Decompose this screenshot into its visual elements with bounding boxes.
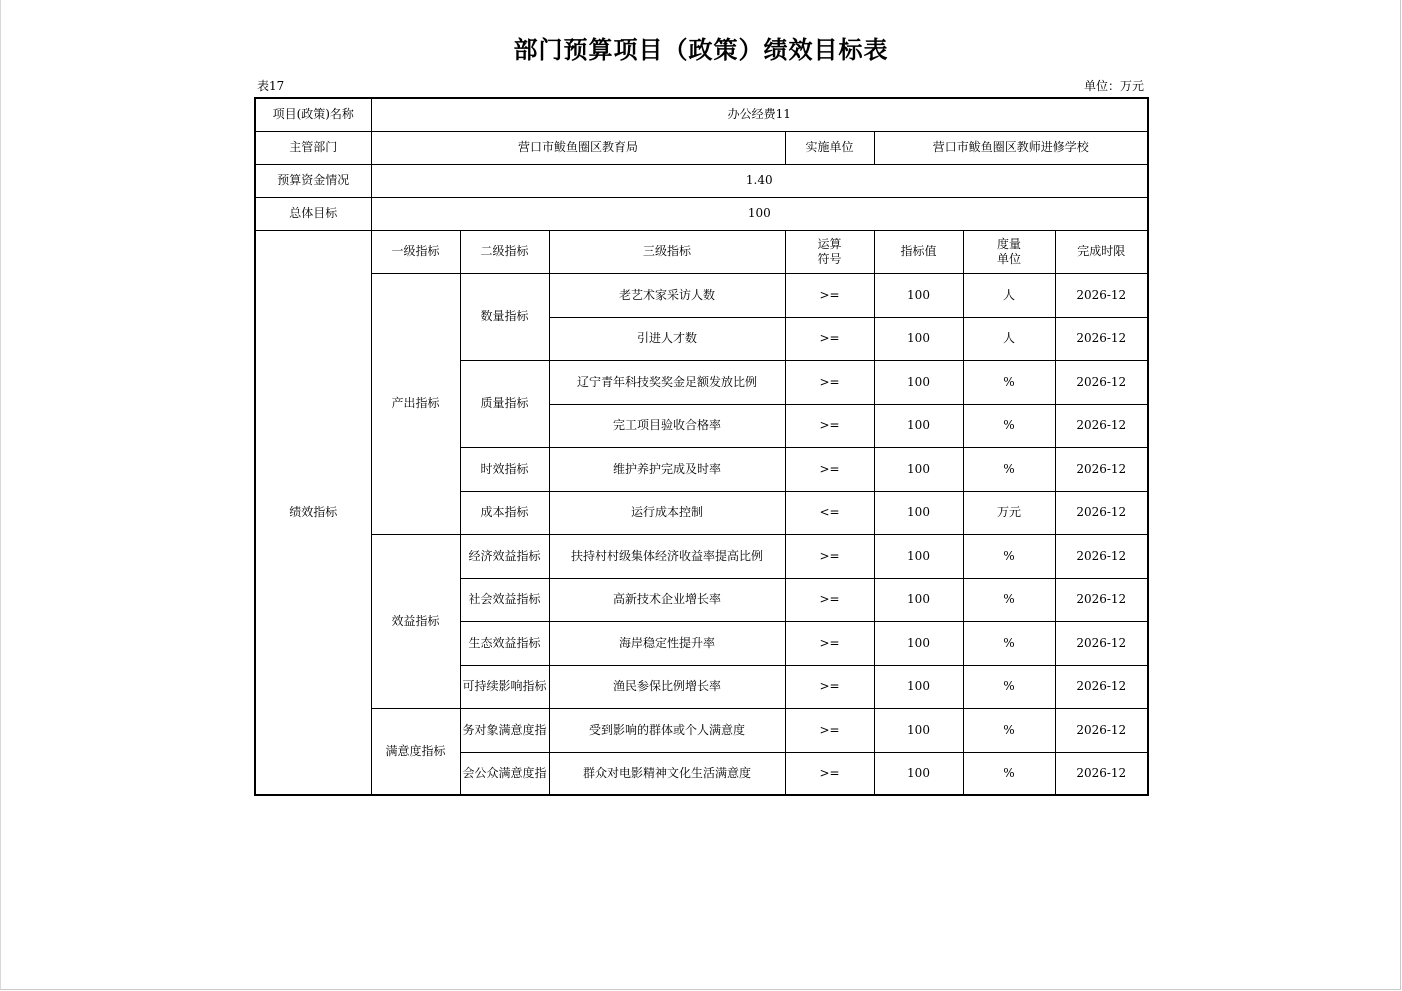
overall-goal-value: 100 [371,197,1148,230]
performance-table [254,97,1149,796]
value-cell: 100 [874,273,963,317]
header-level1: 一级指标 [371,230,460,273]
perf-label: 绩效指标 [255,230,371,795]
project-name-label: 项目(政策)名称 [255,98,371,131]
table-row [255,708,1148,752]
value-cell: 100 [874,708,963,752]
deadline-cell: 2026-12 [1055,534,1148,578]
level1-satisfaction: 满意度指标 [371,708,460,795]
level3-cell: 受到影响的群体或个人满意度 [549,708,785,752]
impl-unit-value: 营口市鲅鱼圈区教师进修学校 [874,131,1148,164]
deadline-cell: 2026-12 [1055,578,1148,621]
unit-cell: % [963,708,1055,752]
deadline-cell: 2026-12 [1055,447,1148,491]
header-deadline: 完成时限 [1055,230,1148,273]
dept-value: 营口市鲅鱼圈区教育局 [371,131,785,164]
value-cell: 100 [874,317,963,360]
level2-ecological: 生态效益指标 [460,621,549,665]
deadline-cell: 2026-12 [1055,621,1148,665]
level2-cost: 成本指标 [460,491,549,534]
level3-cell: 维护养护完成及时率 [549,447,785,491]
unit-cell: % [963,404,1055,447]
level2-service-satisfaction: 务对象满意度指 [460,708,549,752]
operator-cell: >= [785,665,874,708]
project-name-value: 办公经费11 [371,98,1148,131]
level2-sustainable: 可持续影响指标 [460,665,549,708]
operator-cell: >= [785,752,874,795]
level2-quantity: 数量指标 [460,273,549,360]
value-cell: 100 [874,578,963,621]
deadline-cell: 2026-12 [1055,404,1148,447]
header-unit: 度量 单位 [963,230,1055,273]
value-cell: 100 [874,404,963,447]
level3-cell: 渔民参保比例增长率 [549,665,785,708]
operator-cell: >= [785,578,874,621]
header-row [255,230,1148,273]
value-cell: 100 [874,491,963,534]
dept-row [255,131,1148,164]
operator-cell: >= [785,317,874,360]
value-cell: 100 [874,621,963,665]
unit-cell: % [963,752,1055,795]
unit-cell: % [963,578,1055,621]
unit-cell: % [963,360,1055,404]
level3-cell: 海岸稳定性提升率 [549,621,785,665]
dept-label: 主管部门 [255,131,371,164]
table-row [255,534,1148,578]
operator-cell: >= [785,404,874,447]
operator-cell: >= [785,273,874,317]
funds-label: 预算资金情况 [255,164,371,197]
funds-value: 1.40 [371,164,1148,197]
unit-cell: % [963,621,1055,665]
unit-cell: 人 [963,317,1055,360]
value-cell: 100 [874,665,963,708]
unit-cell: % [963,534,1055,578]
value-cell: 100 [874,360,963,404]
operator-cell: <= [785,491,874,534]
level3-cell: 群众对电影精神文化生活满意度 [549,752,785,795]
funds-row [255,164,1148,197]
header-level2: 二级指标 [460,230,549,273]
unit-cell: % [963,447,1055,491]
level2-timeliness: 时效指标 [460,447,549,491]
deadline-cell: 2026-12 [1055,491,1148,534]
header-level3: 三级指标 [549,230,785,273]
deadline-cell: 2026-12 [1055,317,1148,360]
project-name-row [255,98,1148,131]
level3-cell: 运行成本控制 [549,491,785,534]
deadline-cell: 2026-12 [1055,708,1148,752]
level3-cell: 老艺术家采访人数 [549,273,785,317]
level3-cell: 引进人才数 [549,317,785,360]
value-cell: 100 [874,447,963,491]
impl-unit-label: 实施单位 [785,131,874,164]
deadline-cell: 2026-12 [1055,752,1148,795]
value-cell: 100 [874,752,963,795]
level2-social: 社会效益指标 [460,578,549,621]
level3-cell: 完工项目验收合格率 [549,404,785,447]
value-cell: 100 [874,534,963,578]
unit-cell: 万元 [963,491,1055,534]
operator-cell: >= [785,447,874,491]
unit-cell: 人 [963,273,1055,317]
unit-cell: % [963,665,1055,708]
level3-cell: 高新技术企业增长率 [549,578,785,621]
overall-goal-row [255,197,1148,230]
level2-public-satisfaction: 会公众满意度指 [460,752,549,795]
table-number: 表17 [257,79,285,93]
overall-goal-label: 总体目标 [255,197,371,230]
level3-cell: 辽宁青年科技奖奖金足额发放比例 [549,360,785,404]
operator-cell: >= [785,621,874,665]
deadline-cell: 2026-12 [1055,273,1148,317]
unit-label: 单位：万元 [1084,79,1145,93]
level2-quality: 质量指标 [460,360,549,447]
deadline-cell: 2026-12 [1055,360,1148,404]
page-title: 部门预算项目（政策）绩效目标表 [513,35,889,64]
operator-cell: >= [785,708,874,752]
level3-cell: 扶持村村级集体经济收益率提高比例 [549,534,785,578]
operator-cell: >= [785,360,874,404]
operator-cell: >= [785,534,874,578]
header-operator: 运算 符号 [785,230,874,273]
level1-output: 产出指标 [371,273,460,534]
deadline-cell: 2026-12 [1055,665,1148,708]
header-value: 指标值 [874,230,963,273]
level2-economic: 经济效益指标 [460,534,549,578]
level1-benefit: 效益指标 [371,534,460,708]
table-row [255,273,1148,317]
